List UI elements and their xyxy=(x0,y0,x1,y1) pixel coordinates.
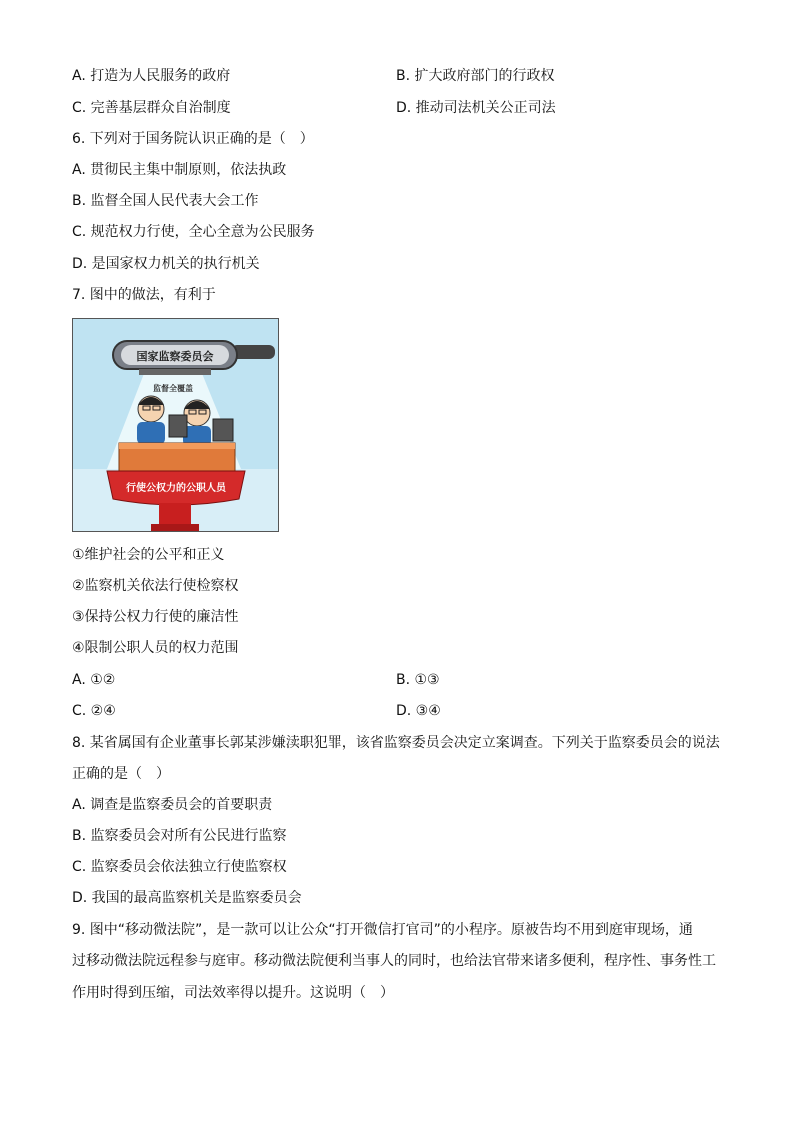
q9-stem-line-1: 9. 图中“移动微法院”，是一款可以让公众“打开微信打官司”的小程序。原被告均不用到庭审现场，通 xyxy=(72,922,693,938)
q5-option-b: B. 扩大政府部门的行政权 xyxy=(396,68,555,84)
q7-option-a: A. ①② xyxy=(72,672,116,688)
q7-cartoon-illustration xyxy=(73,319,278,531)
q6-option-c: C. 规范权力行使，全心全意为公民服务 xyxy=(72,224,315,240)
q7-stem: 7. 图中的做法，有利于 xyxy=(72,287,216,303)
q6-stem: 6. 下列对于国务院认识正确的是（ ） xyxy=(72,131,314,147)
q6-option-b: B. 监督全国人民代表大会工作 xyxy=(72,193,259,209)
q6-option-a: A. 贯彻民主集中制原则，依法执政 xyxy=(72,162,287,178)
q8-stem-line-1: 8. 某省属国有企业董事长郭某涉嫌渎职犯罪，该省监察委员会决定立案调查。下列关于监察委员会的说法 xyxy=(72,735,720,751)
q7-option-c: C. ②④ xyxy=(72,703,116,719)
q5-option-a: A. 打造为人民服务的政府 xyxy=(72,68,231,84)
q8-option-c: C. 监察委员会依法独立行使监察权 xyxy=(72,859,287,875)
q7-item-2: ②监察机关依法行使检察权 xyxy=(72,578,239,594)
q8-option-b: B. 监察委员会对所有公民进行监察 xyxy=(72,828,287,844)
q8-option-a: A. 调查是监察委员会的首要职责 xyxy=(72,797,273,813)
q9-stem-line-3: 作用时得到压缩，司法效率得以提升。这说明（ ） xyxy=(72,985,394,1001)
q8-stem-line-2: 正确的是（ ） xyxy=(72,766,170,782)
q5-option-d: D. 推动司法机关公正司法 xyxy=(396,100,556,116)
q7-item-1: ①维护社会的公平和正义 xyxy=(72,547,225,563)
cartoon-base-text: 行使公权力的公职人员 xyxy=(126,483,226,494)
q6-option-d: D. 是国家权力机关的执行机关 xyxy=(72,256,260,272)
q9-stem-line-2: 过移动微法院远程参与庭审。移动微法院便利当事人的同时，也给法官带来诸多便利，程序性、事务性工 xyxy=(72,953,716,969)
cartoon-banner-text: 国家监察委员会 xyxy=(136,350,214,363)
cartoon-beam-text: 监督全覆盖 xyxy=(153,384,193,393)
q7-option-b: B. ①③ xyxy=(396,672,440,688)
q7-item-3: ③保持公权力行使的廉洁性 xyxy=(72,609,239,625)
q7-item-4: ④限制公职人员的权力范围 xyxy=(72,640,239,656)
q8-option-d: D. 我国的最高监察机关是监察委员会 xyxy=(72,890,302,906)
q7-option-d: D. ③④ xyxy=(396,703,441,719)
q5-option-c: C. 完善基层群众自治制度 xyxy=(72,100,231,116)
q7-cartoon xyxy=(72,318,279,532)
